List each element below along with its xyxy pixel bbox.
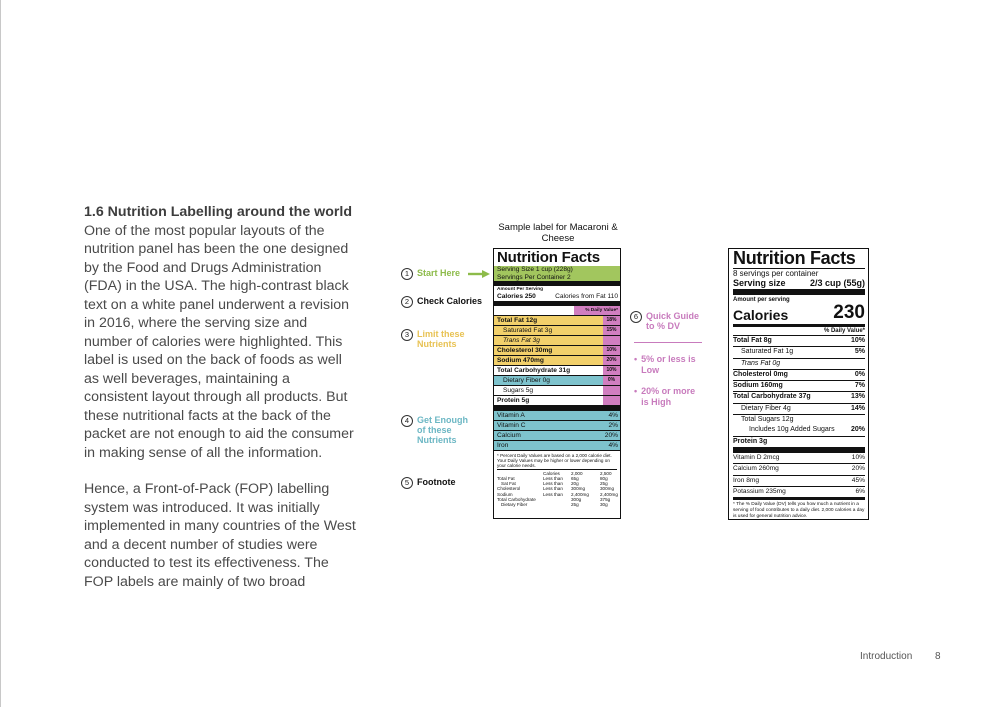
section-heading: 1.6 Nutrition Labelling around the world: [84, 204, 352, 220]
vitamin-row: Vitamin D 2mcg 10%: [733, 453, 865, 461]
servings-per-container: 8 servings per container: [733, 269, 819, 278]
nutrient-row: Sodium 470mg 20%: [494, 356, 620, 366]
arrow-right-icon: [468, 270, 490, 278]
nutrient-row: Total Fat 8g 10%: [733, 335, 865, 346]
new-nutrition-label: [728, 248, 869, 520]
nutrient-row: Total Carbohydrate 37g 13%: [733, 391, 865, 402]
amount-per-serving: Amount per serving: [733, 297, 790, 303]
footnote-table: Calories 2,000 2,500 Total Fat Less than 65g 80g Sat Fat Less than 20g 25g Cholesterol Less than 300mg 300mg Sodium Less than 2,400mg 2,400mg Total Carbohydrate 300g 375g Dietary Fiber 25g 30g: [497, 470, 618, 507]
nutrient-row: Total Fat 12g 18%: [494, 316, 620, 326]
vitamin-row: Calcium 20%: [494, 431, 620, 441]
nutrient-row: Protein 3g: [733, 436, 865, 447]
vitamin-row: Vitamin C 2%: [494, 421, 620, 431]
nutrient-row: Trans Fat 0g: [733, 358, 865, 369]
nutrient-row: Saturated Fat 1g 5%: [733, 346, 865, 357]
vitamin-row: Calcium 260mg 20%: [733, 463, 865, 474]
serving-size: Serving Size 1 cup (228g): [497, 266, 573, 273]
sample-label-title: Nutrition Facts: [497, 249, 600, 266]
dv-header: % Daily Value*: [574, 306, 620, 315]
nutrient-row: Sodium 160mg 7%: [733, 380, 865, 391]
callout-get-enough: 4 Get Enough of these Nutrients: [401, 415, 481, 445]
dv-header: % Daily Value*: [823, 328, 865, 334]
body-text-column: [84, 203, 356, 591]
sample-label-caption: Sample label for Macaroni & Cheese: [498, 222, 618, 244]
calories-row: Calories 230: [733, 302, 865, 323]
callout-check-calories: 2 Check Calories: [401, 296, 482, 308]
dv-header-row: [494, 306, 620, 316]
bullet-dot-icon: •: [634, 354, 638, 364]
calories-row: [494, 293, 620, 302]
nutrient-row: Cholesterol 30mg 10%: [494, 346, 620, 356]
new-label-footnote: * The % Daily Value (DV) tells you how much a nutrient in a serving of food contributes to a daily diet. 2,000 calories a day is used for general nutrition advice.: [733, 502, 865, 519]
bullet-low: • 5% or less is Low: [634, 354, 696, 375]
calories: Calories 250: [497, 293, 536, 301]
nutrient-row: Dietary Fiber 0g 0%: [494, 376, 620, 386]
callout-start-here: 1 Start Here: [401, 268, 460, 280]
callout-footnote: 5 Footnote: [401, 477, 456, 489]
nutrient-row: Protein 5g: [494, 396, 620, 406]
amount-per-serving: Amount Per Serving: [497, 287, 544, 293]
servings-per-container: Servings Per Container 2: [497, 273, 571, 281]
nutrient-row: Total Carbohydrate 31g 10%: [494, 366, 620, 376]
nutrient-row: Saturated Fat 3g 15%: [494, 326, 620, 336]
nutrient-row: Trans Fat 3g: [494, 336, 620, 346]
bullet-high: • 20% or more is High: [634, 386, 696, 407]
callout-quick-guide: 6 Quick Guide to % DV: [630, 311, 710, 331]
calories-from-fat: Calories from Fat 110: [555, 293, 618, 301]
callout-limit-nutrients: 3 Limit these Nutrients: [401, 329, 481, 349]
nutrient-row: Cholesterol 0mg 0%: [733, 369, 865, 380]
vitamin-row: Vitamin A 4%: [494, 411, 620, 421]
page-number: 8: [935, 651, 941, 662]
guide-divider: [634, 342, 702, 343]
serving-size-row: Serving size 2/3 cup (55g): [733, 278, 865, 288]
nutrient-row: Includes 10g Added Sugars 20%: [749, 426, 865, 434]
nutrient-row: Sugars 5g: [494, 386, 620, 396]
serving-info: [494, 266, 620, 281]
nutrient-row: Total Sugars 12g: [733, 414, 865, 425]
sample-nutrition-label: [493, 248, 621, 519]
sample-footnote: * Percent Daily Values are based on a 2,000 calorie diet. Your Daily Values may be higher or lower depending on your calorie needs.: [497, 453, 612, 469]
nutrient-row: Dietary Fiber 4g 14%: [733, 403, 865, 414]
bullet-dot-icon: •: [634, 386, 638, 396]
footer-section: Introduction: [860, 651, 913, 662]
paragraph-2: Hence, a Front-of-Pack (FOP) labelling system was introduced. It was initially implemented in many countries of the West and a decent number of studies were conducted to test its effectiveness. The FOP labels are mainly of two broad: [84, 481, 356, 590]
vitamin-row: Iron 4%: [494, 441, 620, 451]
vitamin-row: Iron 8mg 45%: [733, 475, 865, 486]
vitamin-row: Potassium 235mg 6%: [733, 486, 865, 497]
paragraph-1: One of the most popular layouts of the nutrition panel has been the one designed by the Food and Drugs Administration (FDA) in the USA. The high-contrast black text on a white panel underwent a revision in 2016, where the serving size and number of calories were highlighted. This label is used on the back of foods as well as well beverages, maintaining a consistent layout through all products. But these nutritional facts at the back of the packet are not enough to aid the consumer in making sense of all the information.: [84, 222, 354, 461]
divider-thick: [733, 289, 865, 295]
callout-number: 1: [401, 268, 413, 280]
page-edge: [0, 0, 1, 707]
new-label-title: Nutrition Facts: [733, 248, 856, 268]
